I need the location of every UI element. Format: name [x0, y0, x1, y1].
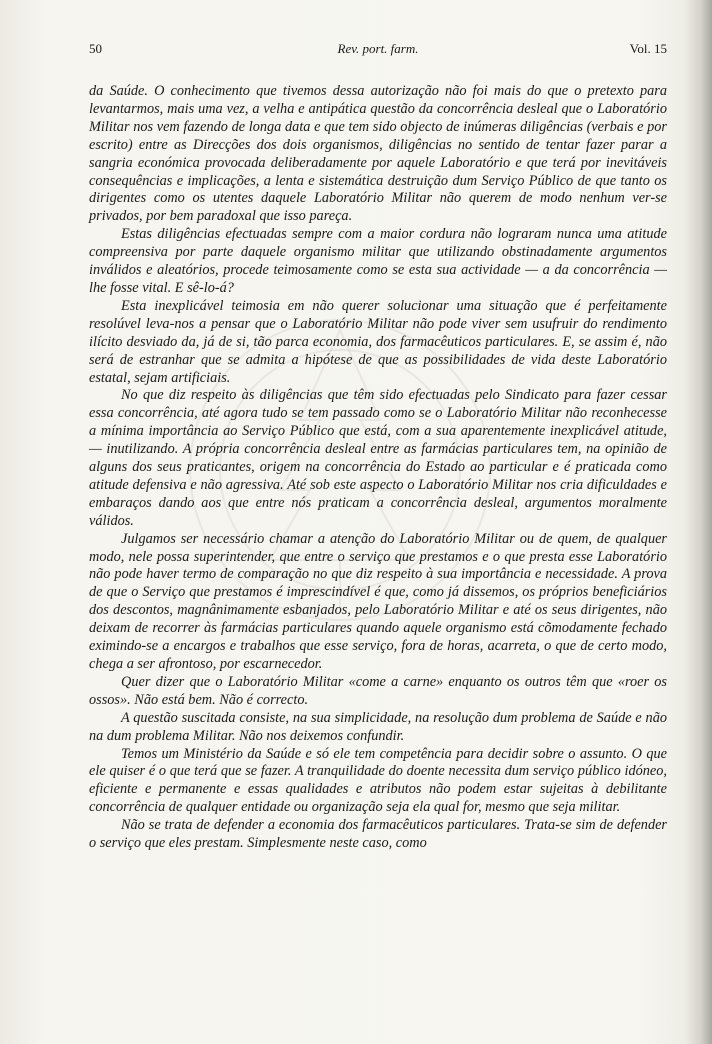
paragraph-5: Julgamos ser necessário chamar a atenção do Laboratório Militar ou de quem, de qualquer modo, nele possa superintender, que entre o serviço que prestamos e o que presta esse Laboratório não pode haver termo de comparação no que diz respeito à sua importância e necessidade. A prova de que o Serviço que prestamos é imprescindível é que, como já dissemos, os próprios beneficiários dos descontos, magnânimamente esbanjados, pelo Laboratório Militar e até os seus dirigentes, não deixam de recorrer às farmácias particulares quando aquele organismo está cõmodamente fechado eximindo-se a encargos e trabalhos que esse serviço, fora de horas, acarreta, o que de certo modo, chega a ser afrontoso, por escarnecedor. — [89, 530, 667, 672]
page-number: 50 — [89, 41, 102, 56]
running-header — [89, 41, 667, 59]
volume-label: Vol. 15 — [629, 41, 667, 56]
paragraph-1: da Saúde. O conhecimento que tivemos dessa autorização não foi mais do que o pretexto para levantarmos, mais uma vez, a velha e antipática questão da concorrência desleal que o Laboratório Militar nos vem fazendo de longa data e que tem sido objecto de inúmeras diligências (verbais e por escrito) entre as Direcções dos dois organismos, diligências no sentido de tentar fazer parar a sangria económica provocada deliberadamente por aquele Laboratório e que terá por inevitáveis consequências e implicações, a lenta e sistemática destruição dum Serviço Público de que tanto os dirigentes como os utentes daquele Laboratório Militar não querem de modo nenhum ver-se privados, por bem paradoxal que isso pareça. — [89, 83, 667, 225]
journal-title: Rev. port. farm. — [337, 41, 419, 56]
paragraph-8: Temos um Ministério da Saúde e só ele tem competência para decidir sobre o assunto. O que ele quiser é o que terá que se fazer. A tranquilidade do doente necessita dum serviço público idóneo, eficiente e permanente e essas qualidades e atributos não podem estar sujeitas à debilitante concorrência de qualquer entidade ou organização seja ela qual for, mesmo que seja militar. — [89, 745, 667, 816]
article-body — [89, 83, 667, 853]
page-edge-shadow — [684, 0, 712, 1044]
paragraph-3: Esta inexplicável teimosia em não querer solucionar uma situação que é perfeitamente resolúvel leva-nos a pensar que o Laboratório Militar não pode viver sem usufruir do rendimento ilícito desviado da, já de si, tão parca economia, dos farmacêuticos particulares. E, se assim é, não será de estranhar que se admita a hipótese de que as possibilidades de vida deste Laboratório estatal, sejam artificiais. — [89, 297, 667, 386]
paragraph-7: A questão suscitada consiste, na sua simplicidade, na resolução dum problema de Saúde e não na dum problema Militar. Não nos deixemos confundir. — [89, 709, 667, 744]
paragraph-2: Estas diligências efectuadas sempre com a maior cordura não lograram nunca uma atitude compreensiva por parte daquele organismo militar que utilizando obstinadamente argumentos inválidos e aleatórios, procede teimosamente como se esta sua actividade — a da concorrência — lhe fosse vital. E sê-lo-á? — [89, 226, 667, 296]
paragraph-4: No que diz respeito às diligências que têm sido efectuadas pelo Sindicato para fazer cessar essa concorrência, até agora tudo se tem passado como se o Laboratório Militar não reconhecesse a mínima importância ao Serviço Público que está, com a sua aparentemente inexplicável atitude, — inutilizando. A própria concorrência desleal entre as farmácias particulares tem, na opinião de alguns dos seus praticantes, origem na concorrência do Estado ao particular e é praticada como atitude defensiva e não agressiva. Até sob este aspecto o Laboratório Militar nos cria dificuldades e embaraços dando aos que entre nós praticam a concorrência desleal, argumentos moralmente válidos. — [89, 387, 667, 529]
paragraph-6: Quer dizer que o Laboratório Militar «come a carne» enquanto os outros têm que «roer os ossos». Não está bem. Não é correcto. — [89, 673, 667, 708]
paragraph-9: Não se trata de defender a economia dos farmacêuticos particulares. Trata-se sim de defender o serviço que eles prestam. Simplesmente neste caso, como — [89, 817, 667, 852]
